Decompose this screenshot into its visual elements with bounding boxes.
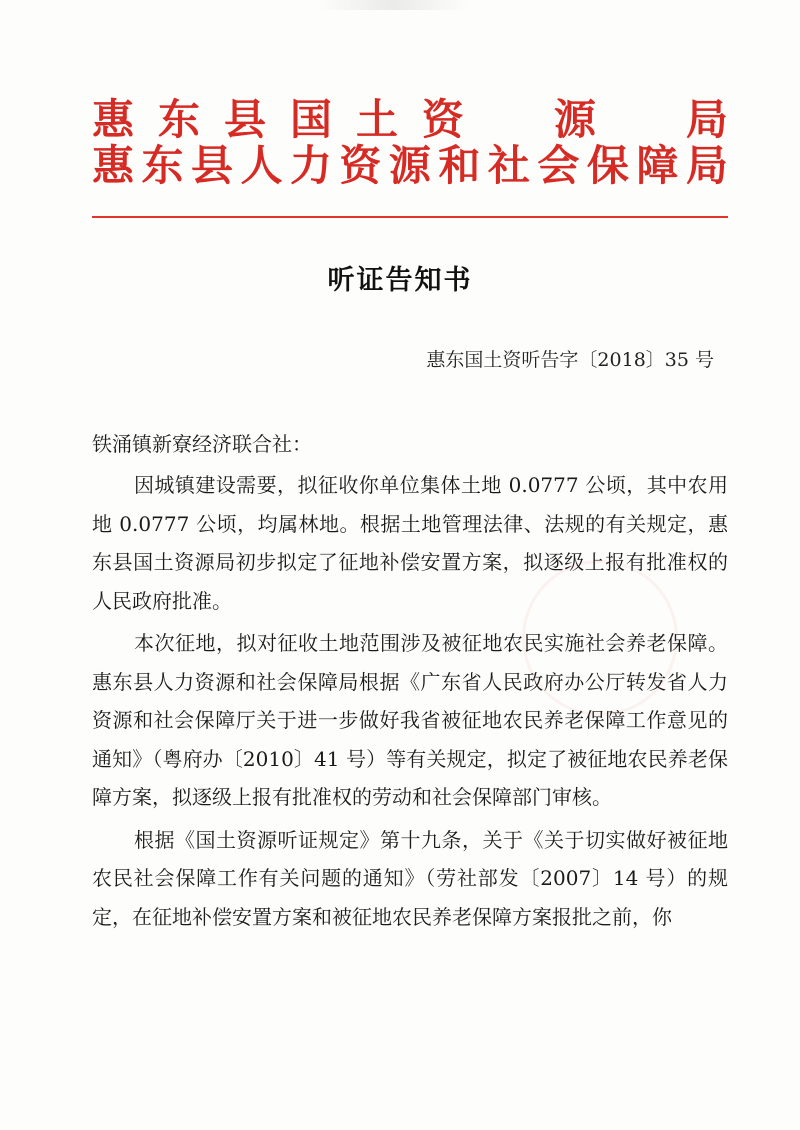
faint-seal-mark (522, 560, 678, 716)
document-title: 听证告知书 (327, 265, 473, 296)
header-char: 源 (553, 95, 596, 144)
header-char: 东 (157, 95, 200, 144)
header-char: 人 (240, 141, 283, 190)
header-char: 县 (223, 95, 266, 144)
scan-mark (318, 0, 468, 10)
issuer-line-land-bureau (92, 97, 728, 143)
header-char: 资 (421, 95, 464, 144)
paragraph-1: 因城镇建设需要，拟征收你单位集体土地 0.0777 公顷，其中农用地 0.0777 公顷，均属林地。根据土地管理法律、法规的有关规定，惠东县国土资源局初步拟定了征地补偿安置方案，拟逐级上报有批准权的人民政府批准。 (92, 473, 728, 613)
header-char: 源 (388, 141, 431, 190)
header-char: 社 (487, 141, 530, 190)
header-char: 国 (289, 95, 332, 144)
header-char: 惠 (92, 141, 135, 190)
header-char (620, 97, 662, 143)
document-number: 惠东国土资听告字〔2018〕35 号 (426, 349, 714, 371)
header-divider (92, 216, 728, 218)
addressee: 铁涌镇新寮经济联合社： (92, 432, 312, 456)
header-char (488, 97, 530, 143)
header-char: 资 (339, 141, 382, 190)
header-char: 和 (438, 141, 481, 190)
header-char: 会 (537, 141, 580, 190)
header-char: 局 (685, 95, 728, 144)
header-char: 局 (685, 141, 728, 190)
header-char: 县 (190, 141, 233, 190)
header-char: 惠 (92, 95, 135, 144)
paragraph-2: 本次征地，拟对征收土地范围涉及被征地农民实施社会养老保障。惠东县人力资源和社会保障局根据《广东省人民政府办公厅转发省人力资源和社会保障厅关于进一步做好我省被征地农民养老保障工作意见的通知》（粤府办〔2010〕41 号）等有关规定，拟定了被征地农民养老保障方案，拟逐级上报有批准权的劳动和社会保障部门审核。 (92, 631, 728, 809)
issuer-line-hr-bureau (92, 143, 728, 189)
header-char: 东 (141, 141, 184, 190)
paragraph-3: 根据《国土资源听证规定》第十九条，关于《关于切实做好被征地农民社会保障工作有关问题的通知》（劳社部发〔2007〕14 号）的规定，在征地补偿安置方案和被征地农民养老保障方案报批之前，你 (92, 827, 728, 929)
header-char: 保 (586, 141, 629, 190)
header-char: 力 (289, 141, 332, 190)
header-char: 障 (636, 141, 679, 190)
header-char: 土 (355, 95, 398, 144)
